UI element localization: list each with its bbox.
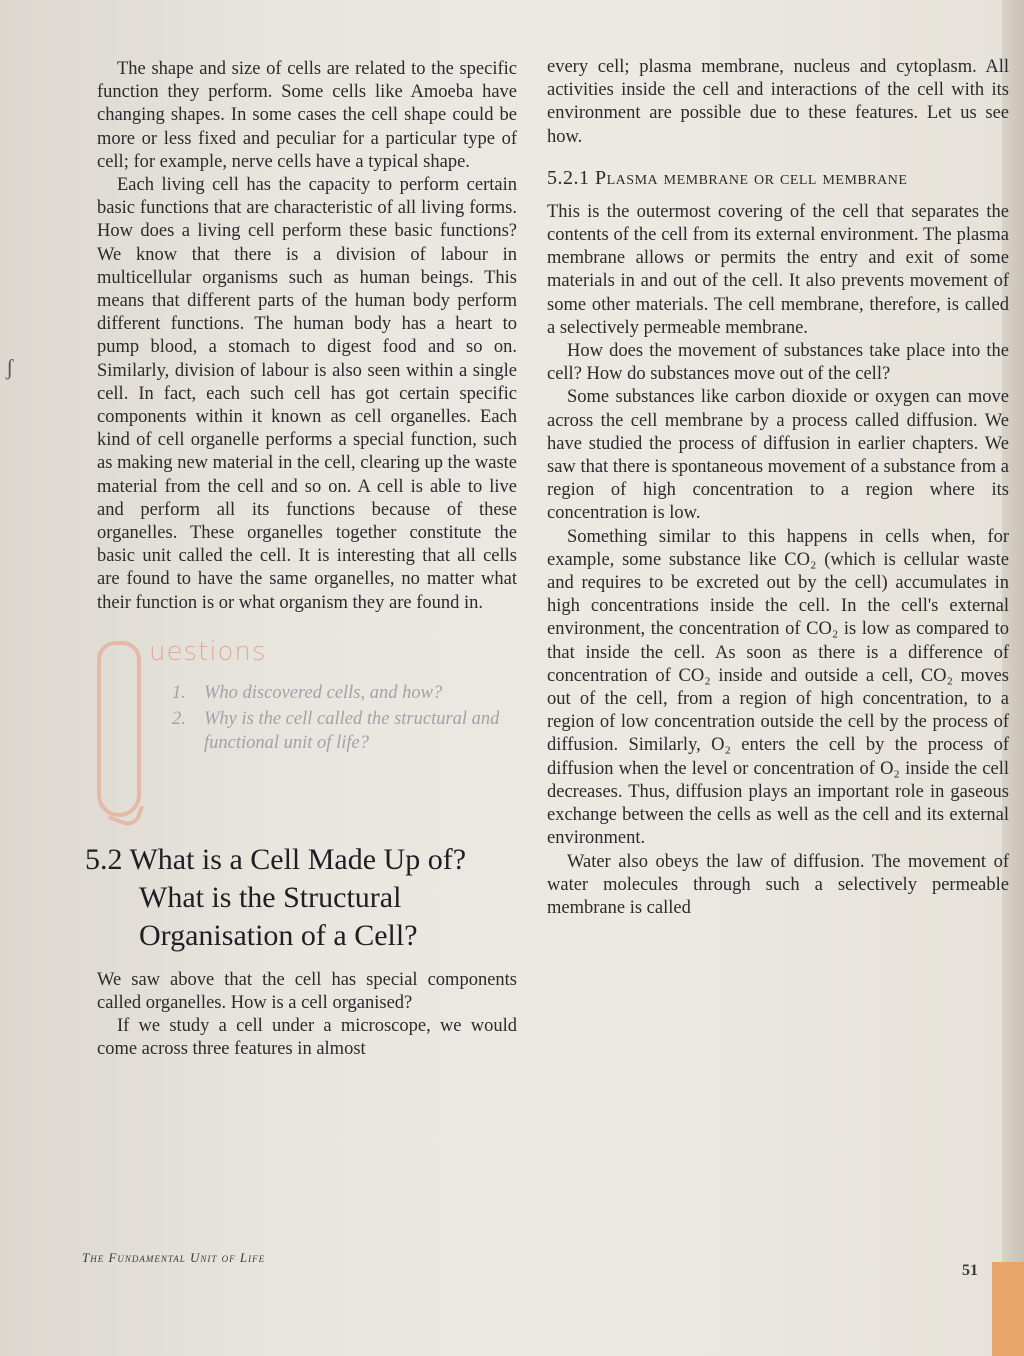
page-tab-marker — [992, 1262, 1024, 1356]
section-title-line1: What is a Cell Made Up of? — [129, 842, 467, 876]
page-number: 51 — [962, 1262, 978, 1279]
paragraph: If we study a cell under a microscope, we would come across three features in almost — [97, 1016, 517, 1060]
paragraph: The shape and size of cells are related to the specific function they perform. Some cells like Amoeba have changing shapes. In some cases the cell shape could be more or less fixed and peculiar for a particular type of cell; for example, nerve cells have a typical shape. — [97, 59, 517, 172]
section-title-line2: What is the Structural — [139, 880, 402, 914]
paragraph: Water also obeys the law of diffusion. The movement of water molecules through such a selectively permeable membrane is called — [547, 851, 1009, 918]
left-column — [85, 58, 517, 1062]
paragraph: This is the outermost covering of the cell that separates the contents of the cell from its external environment. The plasma membrane allows or permits the entry and exit of some materials in and out of the cell. It also prevents movement of some other materials. The cell membrane, therefore, is called a selectively permeable membrane. — [547, 201, 1009, 338]
section-title — [85, 841, 517, 955]
paragraph: Some substances like carbon dioxide or oxygen can move across the cell membrane by a process called diffusion. We have studied the process of diffusion in earlier chapters. We saw that there is spontaneous movement of a substance from a region of high concentration to a region where its concentration is low. — [547, 387, 1009, 524]
section-number: 5.2 — [85, 842, 123, 876]
paragraph: every cell; plasma membrane, nucleus and cytoplasm. All activities inside the cell and interactions of the cell with its environment are possible due to these features. Let us see how. — [547, 57, 1009, 147]
question-item: 2. Why is the cell called the structural and functional unit of life? — [172, 708, 500, 753]
big-q-icon — [97, 641, 141, 817]
margin-mark: ʃ — [6, 355, 14, 380]
paragraph: We saw above that the cell has special components called organelles. How is a cell organised? — [97, 969, 517, 1014]
subsection-heading — [547, 163, 1009, 193]
running-footer: The Fundamental Unit of Life — [82, 1250, 266, 1265]
subsection-title: Plasma membrane or cell membrane — [595, 166, 908, 189]
questions-list — [172, 681, 512, 757]
paragraph: How does the movement of substances take place into the cell? How do substances move out of the cell? — [547, 341, 1009, 385]
section-title-line3: Organisation of a Cell? — [139, 918, 418, 952]
paragraph: Each living cell has the capacity to perform certain basic functions that are characteristic of all living forms. How does a living cell perform these basic functions? We know that there is a division of labour in multicellular organisms such as human beings. This means that different parts of the human body perform different functions. The human body has a heart to pump blood, a stomach to digest food and so on. Similarly, division of labour is also seen within a single cell. In fact, each such cell has got certain specific components within it known as cell organelles. Each kind of cell organelle performs a special function, such as making new material in the cell, clearing up the waste material from the cell and so on. A cell is able to live and perform all its functions because of these organelles. These organelles together constitute the basic unit called the cell. It is interesting that all cells are found to have the same organelles, no matter what their function is or what organism they are found in. — [97, 175, 517, 613]
question-item: 1. Who discovered cells, and how? — [172, 682, 443, 703]
questions-title: uestions — [149, 636, 267, 667]
right-column — [547, 56, 1009, 920]
subsection-number: 5.2.1 — [547, 166, 590, 189]
paragraph: Something similar to this happens in cells when, for example, some substance like CO₂ (which is cellular waste and requires to be excreted out by the cell) accumulates in high concentrations inside the cell. In the cell's external environment, the concentration of CO₂ is low as compared to that inside the cell. As soon as there is a difference of concentration of CO₂ inside and outside a cell, CO₂ moves out of the cell, from a region of high concentration, to a region of low concentration outside the cell by the process of diffusion. Similarly, O₂ enters the cell by the process of diffusion when the level or concentration of O₂ inside the cell decreases. Thus, diffusion plays an important role in gaseous exchange between the cells as well as the cell and its external environment. — [547, 526, 1009, 849]
questions-box — [97, 636, 517, 831]
